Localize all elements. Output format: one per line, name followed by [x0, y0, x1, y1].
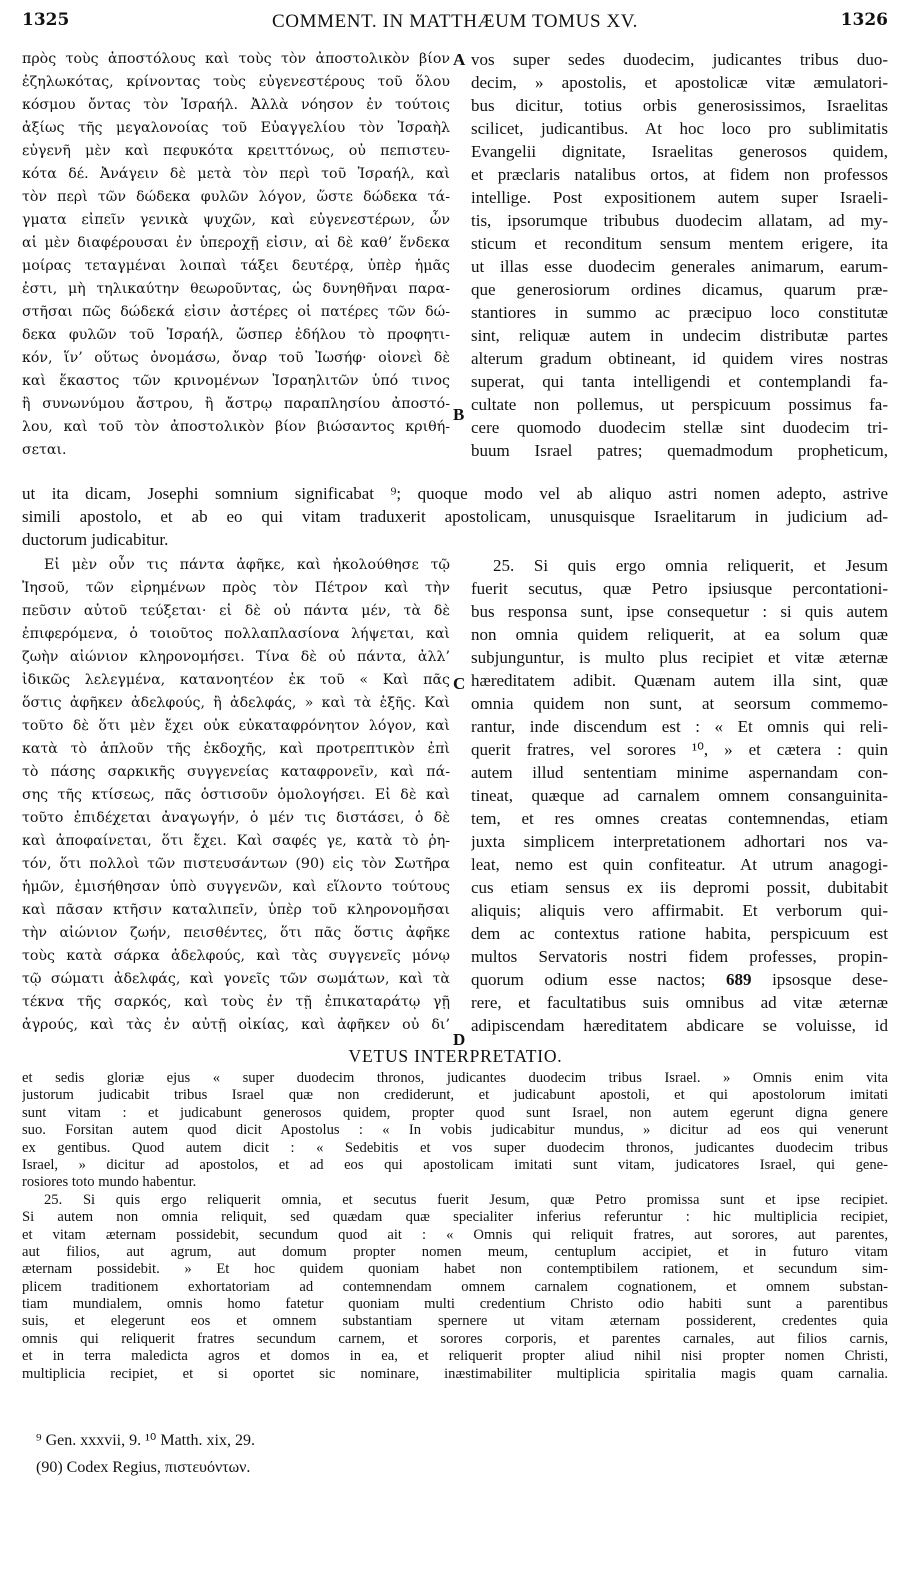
- vetus-interpretatio-text: [22, 1070, 888, 1383]
- text-line: plicem traditionem exhortatoriam ad contemnendam omnem carnalem cognationem, et omnem substan-: [22, 1278, 888, 1295]
- greek-column-2: [22, 554, 450, 1037]
- text-line: stantiores in summo ac præcipuo loco constitutæ: [471, 303, 888, 322]
- text-line: ut ita dicam, Josephi somnium significabat ⁹; quoque modo vel ab aliquo astri nomen adepto, astrive: [22, 484, 888, 503]
- text-line: κατὰ τὸ ἁπλοῦν τῆς ἐκδοχῆς, καὶ προτρεπτικὸν ἐπὶ: [22, 741, 450, 757]
- text-line: τοῦτο ἐπιδέχεται ἀναγωγήν, ὁ μέν τις διστάσει, ὁ δὲ: [22, 810, 450, 826]
- text-line: ἢ συνωνύμου ἄστρου, ἢ ἄστρῳ παραπλησίου ἀποστό-: [22, 396, 450, 412]
- text-line: Εἰ μὲν οὖν τις πάντα ἀφῆκε, καὶ ἠκολούθησε τῷ: [44, 557, 450, 573]
- text-line: sint, reliquæ autem in undecim distributæ partes: [471, 326, 888, 345]
- text-line: τοὺς κατὰ σάρκα ἀδελφούς, καὶ τὰς συγγενεῖς μόνῳ: [22, 948, 450, 964]
- text-line: suo. Forsitan autem quod dicit Apostolus : « In vobis judicabitur mundus, » dicitur ad eos qui venerunt: [22, 1122, 888, 1139]
- text-line: decim, » apostolis, et apostolicæ vitæ æmulatori-: [471, 73, 888, 92]
- text-line: autem illud sententiam minime aspernandam con-: [471, 763, 888, 782]
- text-line: intellige. Post expositionem autem super Israeli-: [471, 188, 888, 207]
- text-line: πεῦσιν αὐτοῦ τεύξεται· εἰ δὲ οὐ πάντα μέν, τὰ δὲ: [22, 603, 450, 619]
- text-line: tis, ipsorumque tribubus duodecim allatam, ad my-: [471, 211, 888, 230]
- text-line: δεκα φυλῶν τοῦ Ἰσραήλ, ὥσπερ ἐδήλου τὸ προφητι-: [22, 327, 450, 343]
- text-line: cultate non pollemus, ut perspicuum possimus fa-: [471, 395, 888, 414]
- text-line: κόν, ἵν’ οὕτως ὀνομάσω, ὄναρ τοῦ Ἰωσήφ· οἱονεὶ δὲ: [22, 350, 450, 366]
- text-line: ἀξίως τῆς μεγαλονοίας τοῦ Εὐαγγελίου τὸν Ἰσραὴλ: [22, 120, 450, 136]
- text-line: bus responsa sunt, ipse consequetur : si quis autem: [471, 602, 888, 621]
- text-line: Israel, » dicitur ad apostolos, et ad eos qui apostolicam imitati sunt vitam, judicatores Israel, qui gene-: [22, 1156, 888, 1173]
- text-line: cere quomodo duodecim stellæ sint duodecim tri-: [471, 418, 888, 437]
- text-line: et in terra maledicta agros et domos in ea, et reliquerit propter aliud nihil nisi propter nomen Christi,: [22, 1348, 888, 1365]
- text-line: vos super sedes duodecim, judicantes tribus duo-: [471, 50, 888, 69]
- text-line: bus dicitur, totius orbis generosissimos, Israelitas: [471, 96, 888, 115]
- text-line: τέκνα τῆς σαρκός, καὶ τοὺς ἐν τῇ ἐπικαταράτῳ γῇ: [22, 994, 450, 1010]
- text-line: ζωὴν αἰώνιον κληρονομήσει. Τίνα δὲ οὐ πάντα, ἀλλ’: [22, 649, 450, 665]
- greek-column-1: [22, 48, 450, 462]
- running-header: [22, 10, 888, 34]
- text-line: ἰδικῶς λελεγμένα, κατανοητέον ἐκ τοῦ « Καὶ πᾶς: [22, 672, 450, 688]
- text-line: omnia quidem non sunt, at seorsum commemo-: [471, 694, 888, 713]
- text-line: et præclaris natalibus ortos, at fidem non professos: [471, 165, 888, 184]
- text-line: non omnia quidem reliquerit, at ea solum quæ: [471, 625, 888, 644]
- text-line: τῷ σώματι ἀδελφάς, καὶ γονεῖς τῶν σωμάτων, καὶ τὰ: [22, 971, 450, 987]
- text-line: τόν, ὅτι πολλοὶ τῶν πιστευσάντων (90) εἰς τὸν Σωτῆρα: [22, 856, 450, 872]
- text-line: ex gentibus. Quod autem dicit : « Sedebitis et vos super duodecim thronos, judicantes duodecim tribus: [22, 1139, 888, 1156]
- text-line: aut filios, aut agrum, aut domum propter nomen meum, centuplum accipiet, et in futuro vitam: [22, 1243, 888, 1260]
- text-line: fuerit secutus, quæ Petro ipsiusque percontationi-: [471, 579, 888, 598]
- text-line: Si autem non omnia reliquit, sed quædam quæ specialiter inferius referuntur : hic multiplicia recipiet,: [22, 1209, 888, 1226]
- text-line: justorum judicabit tribus Israel quæ non crediderunt, et judicabunt apostoli, et qui apostolorum imitati: [22, 1087, 888, 1104]
- text-line: ἀγρούς, καὶ τὰς ἐν αὐτῇ οἰκίας, καὶ ἀφῆκεν οὐ δι’: [22, 1017, 450, 1033]
- text-line: simili apostolo, et ab eo qui vitam traduxerit apostolicam, unusquisque Israelitarum in judicium ad-: [22, 507, 888, 526]
- text-line: ut illas esse duodecim generales animarum, earum-: [471, 257, 888, 276]
- margin-letter-d: D: [453, 1030, 466, 1049]
- text-line: καὶ ἕκαστος τῶν κρινομένων Ἰσραηλιτῶν ὑπό τινος: [22, 373, 450, 389]
- text-line: τὴν αἰώνιον ζωήν, πεισθέντες, ὅτι πᾶς ὅστις ἀφῆκε: [22, 925, 450, 941]
- text-line: buum Israel patres; quemadmodum propheticum,: [471, 441, 888, 460]
- page-number-left: 1325: [22, 10, 70, 30]
- text-line: scilicet, judicantibus. At hoc loco pro sublimitatis: [471, 119, 888, 138]
- text-line: τοῦτο δὲ ὅτι μὲν ἔχει οὐκ εὐκαταφρόνητον λόγον, καὶ: [22, 718, 450, 734]
- text-line: et sedis gloriæ ejus « super duodecim thronos, judicantes duodecim tribus Israel. » Omnis enim vita: [22, 1070, 888, 1086]
- text-line: tiam mundialem, omnis homo fatetur quoniam multi credentium Christo odio habiti sunt a parentibus: [22, 1296, 888, 1313]
- margin-letter-b: B: [453, 405, 465, 424]
- text-line: hæreditatem adibit. Quænam autem illa sint, quæ: [471, 671, 888, 690]
- text-line: cus etiam sensus ex iis depromi possit, dubitabit: [471, 878, 888, 897]
- text-line: ductorum judicabitur.: [22, 530, 169, 549]
- text-line: multiplicia recipiet, et si oportet sic nominare, inæstimabiliter multiplicia spiritalia magis quam carnalia.: [22, 1365, 888, 1382]
- text-line: σεται.: [22, 442, 67, 458]
- text-line: rere, et facultatibus suis omnibus ad vitæ æternæ: [471, 993, 888, 1012]
- text-line: subjunguntur, is multo plus recipiet et vitæ æternæ: [471, 648, 888, 667]
- text-line: σης τῆς κτίσεως, πᾶς ὁστισοῦν ὁμολογήσει. Εἰ δὲ καὶ: [22, 787, 450, 803]
- latin-column-1: [471, 48, 888, 462]
- text-line: ὅστις ἀφῆκεν ἀδελφούς, ἢ ἀδελφάς, » καὶ τὰ ἑξῆς. Καὶ: [22, 695, 450, 711]
- text-line: leat, nemo est quin confiteatur. At utrum anagogi-: [471, 855, 888, 874]
- text-line: tem, et res omnes creatas contemnendas, etiam: [471, 809, 888, 828]
- text-line: tineat, quæque ad carnalem omnem consanguinita-: [471, 786, 888, 805]
- text-line: omnis qui reliquerit fratres secundum carnem, et sorores corporis, et parentes carnales, aut filios carnis,: [22, 1330, 888, 1347]
- text-line: γματα εἰπεῖν γενικὰ ψυχῶν, καὶ εὐγενεστέρων, ὧν: [22, 212, 450, 228]
- text-line: aliquis; aliquis vero affirmabit. Et verborum qui-: [471, 901, 888, 920]
- text-line: alterum gradum obtineant, id quidem vires nostras: [471, 349, 888, 368]
- text-line: Ἰησοῦ, τῶν εἰρημένων πρὸς τὸν Πέτρον καὶ τὴν: [22, 580, 450, 596]
- text-line: αἱ μὲν διαφέρουσαι ἐν ὑπεροχῇ εἰσιν, αἱ δὲ καθ’ ἕνδεκα: [22, 235, 450, 251]
- text-line: 25. Si quis ergo reliquerit omnia, et secutus fuerit Jesum, quæ Petro promissa sunt et ipse recipiet.: [44, 1191, 888, 1208]
- text-line: κότα δέ. Ἀνάγειν δὲ μετὰ τὸν περὶ τοῦ Ἰσραήλ, καὶ: [22, 166, 450, 182]
- margin-letter-c: C: [453, 674, 466, 693]
- text-line: ἡμῶν, ἐμισήθησαν ὑπὸ συγγενῶν, καὶ εἵλοντο τούτους: [22, 879, 450, 895]
- text-line: Evangelii dignitate, Israelitas generosos quidem,: [471, 142, 888, 161]
- latin-fullwidth-continuation: [22, 482, 888, 551]
- text-line: καὶ ἀποφαίνεται, ὅτι ἔχει. Καὶ σαφές γε, κατὰ τὸ ῥη-: [22, 833, 450, 849]
- text-line: suis, et elegerunt eos et omnem substantiam spernere ut vitam æternam possiderent, credentes quia: [22, 1313, 888, 1330]
- column-number: 689: [726, 970, 752, 989]
- footnote-codex-variant: (90) Codex Regius, πιστευόντων.: [36, 1459, 251, 1476]
- margin-letter-a: A: [453, 50, 466, 69]
- text-line: superat, qui tanta intelligendi et contemplandi fa-: [471, 372, 888, 391]
- running-title: COMMENT. IN MATTHÆUM TOMUS XV.: [271, 11, 639, 32]
- text-line: quorum odium esse nactos; 689 ipsosque dese-: [471, 970, 888, 989]
- text-line: κόσμου ὄντας τὸν Ἰσραήλ. Ἀλλὰ νόησον ἐν τούτοις: [22, 97, 450, 113]
- text-line: πρὸς τοὺς ἀποστόλους καὶ τοὺς τὸν ἀποστολικὸν βίον: [22, 51, 450, 67]
- page-number-right: 1326: [840, 10, 888, 30]
- latin-column-2: [471, 554, 888, 1037]
- footnote-scripture-refs: ⁹ Gen. xxxvii, 9. ¹⁰ Matth. xix, 29.: [36, 1432, 255, 1449]
- text-line: querit fratres, vel sorores ¹⁰, » et cætera : quin: [471, 740, 888, 759]
- text-line: sticum et reconditum sensum mentem erigere, ita: [471, 234, 888, 253]
- text-line: στῆσαι πῶς δώδεκά εἰσιν ἀστέρες οἱ πατέρες τῶν δώ-: [22, 304, 450, 320]
- text-line: μοίρας τεταγμέναι λοιπαὶ τάξει δευτέρᾳ, ὑπὲρ ἡμᾶς: [22, 258, 450, 274]
- text-line: εὐγενῆ μὲν καὶ πεφυκότα κρειττόνως, οὐ πεπιστευ-: [22, 143, 450, 159]
- text-line: ἐπιφερόμενα, ὁ τοιοῦτος πολλαπλασίονα λήψεται, καὶ: [22, 626, 450, 642]
- text-line: 25. Si quis ergo omnia reliquerit, et Jesum: [493, 556, 888, 575]
- text-line: que generosiorum ordines dicamus, quarum præ-: [471, 280, 888, 299]
- text-line: rosiores toto mundo habentur.: [22, 1174, 197, 1191]
- text-line: καὶ πᾶσαν κτῆσιν καταλιπεῖν, ὑπὲρ τοῦ κληρονομῆσαι: [22, 902, 450, 918]
- text-line: τὸν περὶ τῶν δώδεκα φυλῶν λόγον, ὥστε δώδεκα τά-: [22, 189, 450, 205]
- text-line: rantur, inde discendum est : « Et omnis qui reli-: [471, 717, 888, 736]
- text-line: sunt vitam : et judicabunt generosos quidem, propter quod sunt Israel, non autem egerunt digna genere: [22, 1104, 888, 1121]
- text-line: æternam possidebit. » Et hoc quidem quoniam habet non contemptibilem rationem, et secundum sim-: [22, 1261, 888, 1278]
- vetus-interpretatio-title: VETUS INTERPRETATIO.: [348, 1046, 563, 1066]
- text-line: τὸ πάσης σαρκικῆς συγγενείας καταφρονεῖν, καὶ πά-: [22, 764, 450, 780]
- text-line: dem ac contextus ratione habita, perspicuum est: [471, 924, 888, 943]
- text-line: adipiscendam hæreditatem abdicare se voluisse, id: [471, 1016, 888, 1035]
- text-line: ἐστι, μὴ τηλικαύτην θεωροῦντας, ὡς δυνηθῆναι παρα-: [22, 281, 450, 297]
- text-line: ἐζηλωκότας, κρίνοντας τοὺς εὐγενεστέρους τοῦ ὅλου: [22, 74, 450, 90]
- text-line: λου, καὶ τοῦ τὸν ἀποστολικὸν βίον βιώσαντος κριθή-: [22, 419, 450, 435]
- text-line: juxta simplicem interpretationem adhortari nos va-: [471, 832, 888, 851]
- text-line: multos Servatoris nostri fidem professes, propin-: [471, 947, 888, 966]
- text-line: et vitam æternam possidebit, secundum quod ait : « Omnis qui reliquit fratres, aut sorores, aut parentes,: [22, 1226, 888, 1243]
